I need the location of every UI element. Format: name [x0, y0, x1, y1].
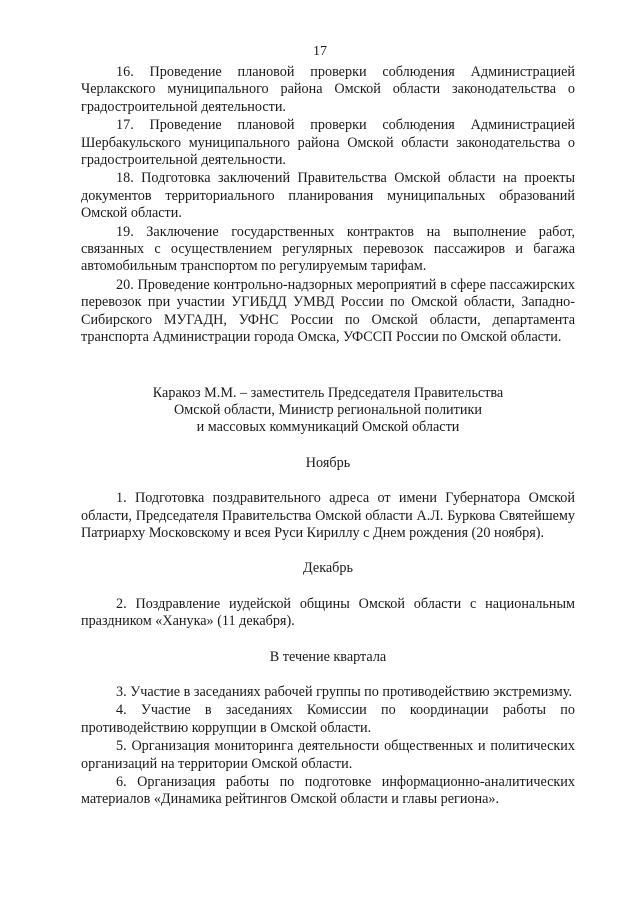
- item-6: 6. Организация работы по подготовке информационно-аналитических материалов «Динамика рейтингов Омской области и главы региона».: [81, 774, 575, 808]
- official-line-2: Омской области, Министр региональной политики: [174, 401, 482, 418]
- page-number: 17: [313, 44, 327, 59]
- item-16: 16. Проведение плановой проверки соблюдения Администрацией Черлакского муниципального района Омской области законодательства о градостроительной деятельности.: [81, 64, 575, 115]
- item-18: 18. Подготовка заключений Правительства Омской области на проекты документов территориального планирования муниципальных образований Омской области.: [81, 170, 575, 222]
- item-3: 3. Участие в заседаниях рабочей группы по противодействию экстремизму.: [116, 683, 572, 700]
- section-title-december: Декабрь: [303, 560, 353, 577]
- official-line-3: и массовых коммуникаций Омской области: [196, 419, 460, 436]
- item-5: 5. Организация мониторинга деятельности общественных и политических организаций на территории Омской области.: [81, 738, 575, 772]
- item-17: 17. Проведение плановой проверки соблюдения Администрацией Шербакульского муниципального района Омской области законодательства о градостроительной деятельности.: [81, 117, 575, 169]
- item-4: 4. Участие в заседаниях Комиссии по координации работы по противодействию коррупции в Омской области.: [81, 702, 575, 736]
- section-title-november: Ноябрь: [305, 454, 351, 471]
- document-body: [81, 64, 575, 810]
- official-line-1: Каракоз М.М. – заместитель Председателя Правительства: [152, 384, 504, 401]
- item-20: 20. Проведение контрольно-надзорных мероприятий в сфере пассажирских перевозок при участии УГИБДД УМВД России по Омской области, Западно-Сибирского МУГАДН, УФНС России по Омской области, департамента транспорта Администрации города Омска, УФССП России по Омской области.: [81, 276, 575, 346]
- item-1: 1. Подготовка поздравительного адреса от имени Губернатора Омской области, Председателя Правительства Омской области А.Л. Буркова Святейшему Патриарху Московскому и всея Руси Кириллу с Днем рождения (20 ноября).: [81, 490, 575, 541]
- section-title-quarter: В течение квартала: [269, 648, 387, 665]
- item-2: 2. Поздравление иудейской общины Омской области с национальным праздником «Ханука» (11 декабря).: [81, 595, 575, 630]
- item-19: 19. Заключение государственных контрактов на выполнение работ, связанных с осуществлением регулярных перевозок пассажиров и багажа автомобильным транспортом по регулируемым тарифам.: [81, 223, 575, 275]
- official-heading: [81, 385, 575, 437]
